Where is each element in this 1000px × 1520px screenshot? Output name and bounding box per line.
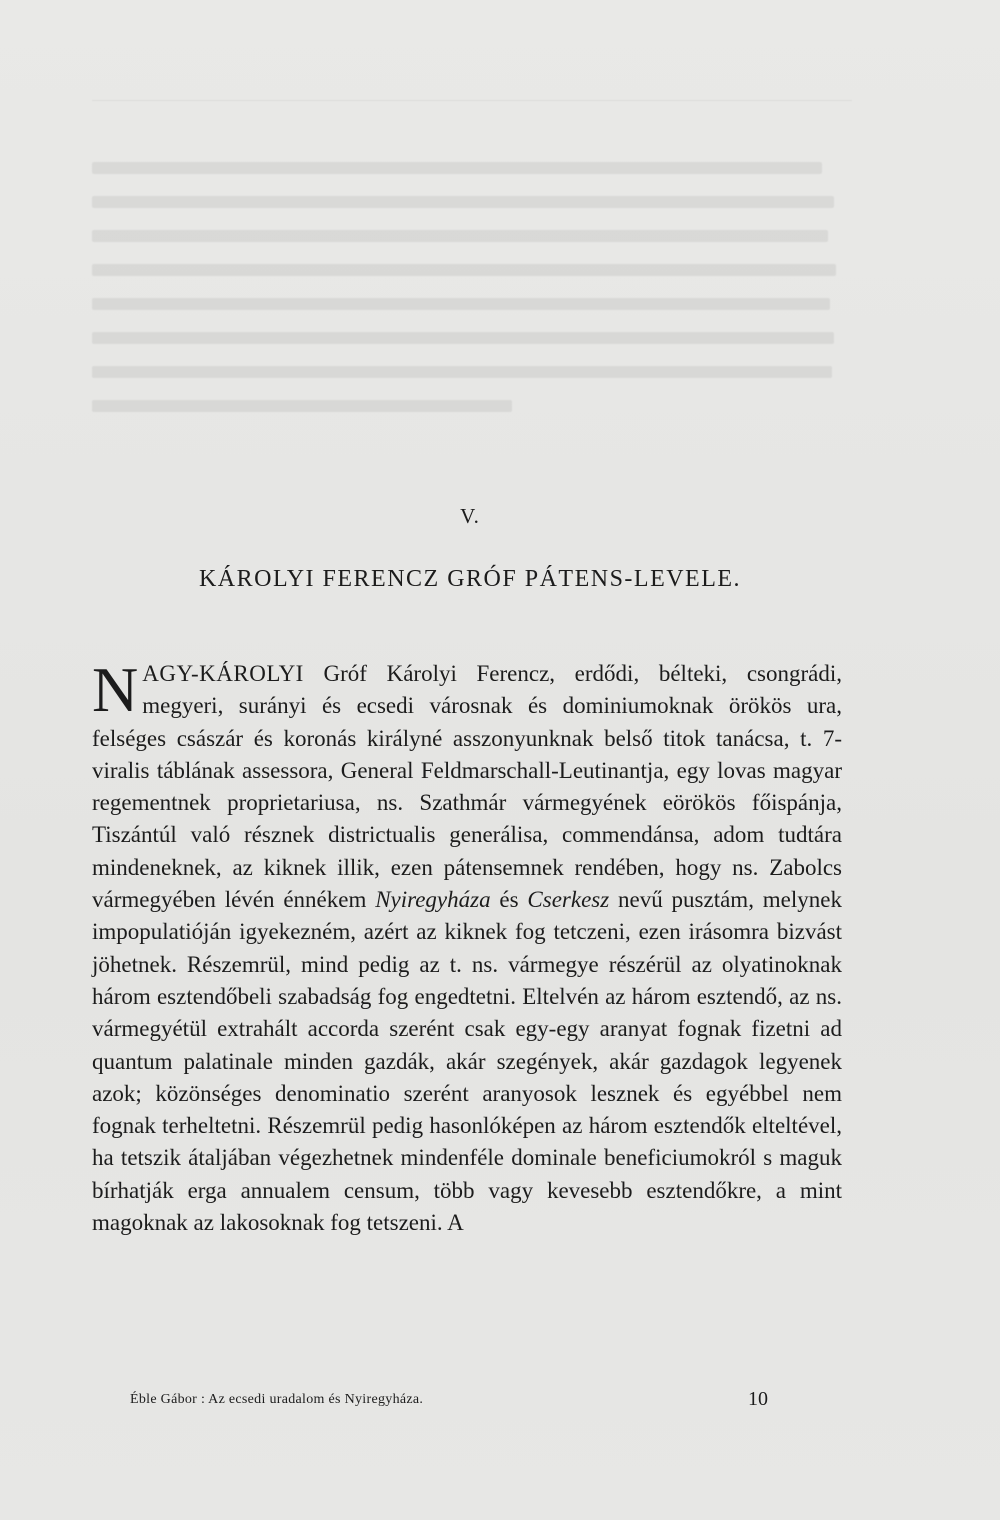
show-through-header-rule [92,100,852,101]
lead-words: AGY-KÁROLYI [142,661,304,686]
chapter-number: V. [460,504,480,528]
place-name-nyiregyhaza: Nyiregyháza [375,887,491,913]
show-through-text [92,150,852,422]
footer-source-line: Éble Gábor : Az ecsedi uradalom és Nyiregyháza. [130,1392,424,1407]
drop-cap: N [92,654,139,725]
chapter-title: KÁROLYI FERENCZ GRÓF PÁTENS-LEVELE. [198,566,742,592]
page-number: 10 [748,1388,768,1410]
body-text-segment-1: Gróf Károlyi Ferencz, erdődi, bélteki, csongrádi, megyeri, surányi és ecsedi városnak és dominiumoknak örökös ura, felséges császár és koronás királyné asszonyunknak belső titok tanácsa, t. 7-viralis táblának assessora, General Feldmarschall-Leutinantja, egy lovas magyar regementnek proprietariusa, ns. Szathmár vármegyének eörökös főispánja, Tiszántúl való résznek districtualis generálisa, commendánsa, adom tudtára mindeneknek, az kiknek illik, ezen pátensemnek rendében, hogy ns. Zabolcs vármegyében lévén énnékem [92,661,842,913]
body-text-segment-2: és [490,887,528,913]
place-name-cserkesz: Cserkesz [527,887,610,913]
body-paragraph [92,654,842,1239]
body-text-segment-3: nevű pusztám, melynek impopulatióján igyekezném, azért az kiknek fog tetczeni, ezen irásomra bizvást jöhetnek. Részemrül, mind pedig az t. ns. vármegye részérül az olyatinoknak három esztendőbeli szabadság fog engedtetni. Eltelvén az három esztendő, az ns. vármegyétül extrahált accorda szerént csak egy-egy aranyat fognak fizetni ad quantum palatinale minden gazdák, akár szegények, akár gazdagok legyenek azok; közönséges denominatio szerént aranyosok lesznek és egyébbel nem fognak terheltetni. Részemrül pedig hasonlóképen az három esztendők elteltével, ha tetszik átaljában végezhetnek mindenféle dominale beneficiumokról s maguk bírhatják erga annualem censum, több vagy kevesebb esztendőkre, a mint magoknak az lakosoknak fog tetszeni. A [92,887,842,1236]
